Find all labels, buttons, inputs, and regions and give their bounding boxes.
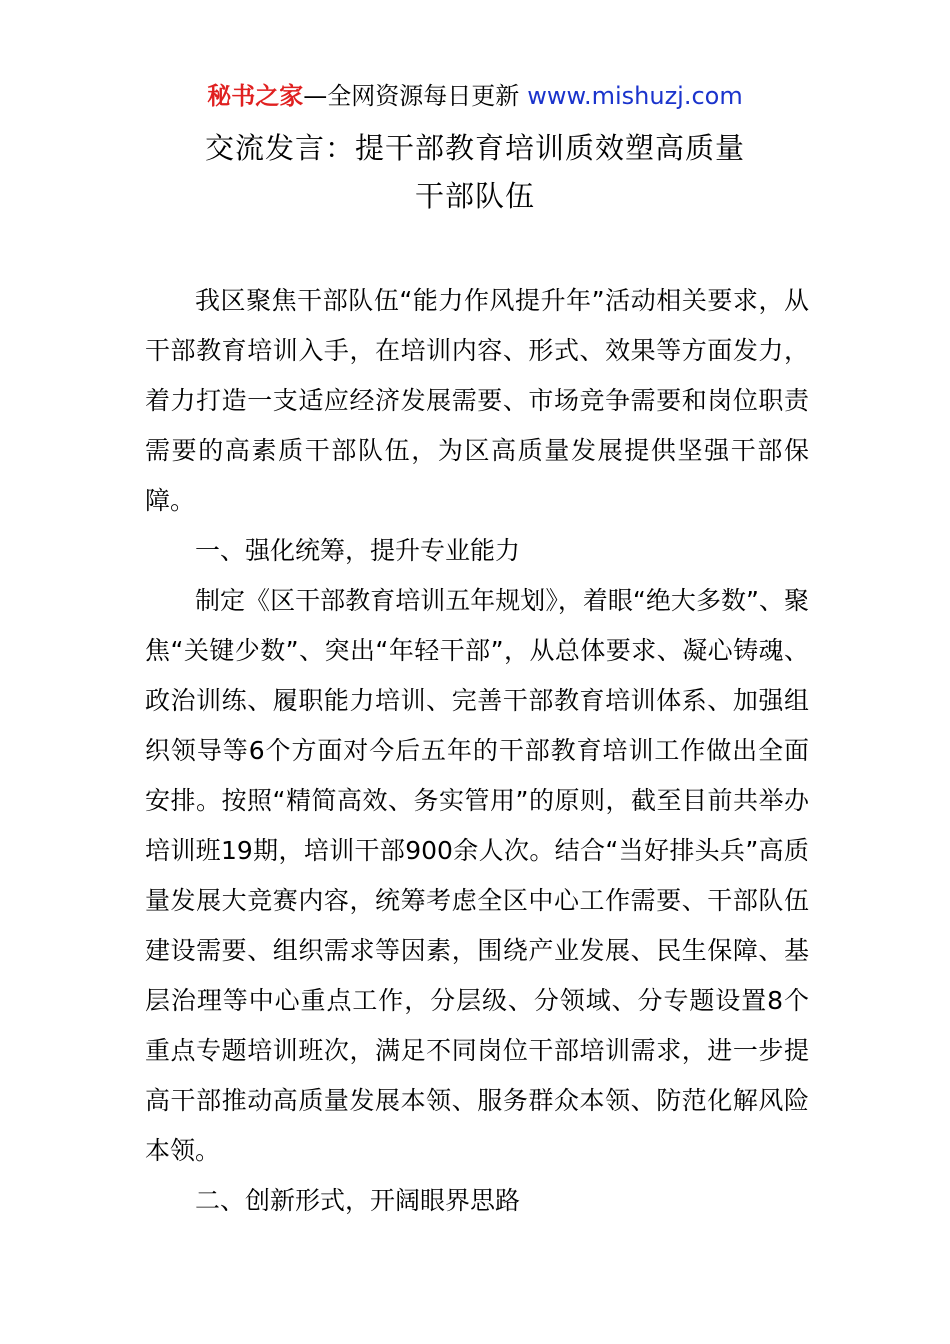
document-title-line-1: 交流发言：提干部教育培训质效塑高质量 [204,131,745,165]
site-url-link[interactable]: www.mishuzj.com [527,82,743,110]
header-slogan: —全网资源每日更新 [303,82,520,110]
document-body [145,276,809,1226]
section-heading-2: 二、创新形式，开阔眼界思路 [195,1186,521,1215]
section-heading-1: 一、强化统筹，提升专业能力 [195,536,521,565]
intro-paragraph: 我区聚焦干部队伍“能力作风提升年”活动相关要求，从干部教育培训入手，在培训内容、形式、效果等方面发力，着力打造一支适应经济发展需要、市场竞争需要和岗位职责需要的高素质干部队伍，为区高质量发展提供坚强干部保障。 [145,286,809,515]
section-1-paragraph: 制定《区干部教育培训五年规划》，着眼“绝大多数”、聚焦“关键少数”、突出“年轻干部”，从总体要求、凝心铸魂、政治训练、履职能力培训、完善干部教育培训体系、加强组织领导等6个方面对今后五年的干部教育培训工作做出全面安排。按照“精简高效、务实管用”的原则，截至目前共举办培训班19期，培训干部900余人次。结合“当好排头兵”高质量发展大竞赛内容，统筹考虑全区中心工作需要、干部队伍建设需要、组织需求等因素，围绕产业发展、民生保障、基层治理等中心重点工作，分层级、分领域、分专题设置8个重点专题培训班次，满足不同岗位干部培训需求，进一步提高干部推动高质量发展本领、服务群众本领、防范化解风险本领。 [145,586,809,1165]
document-title-line-2: 干部队伍 [414,179,535,213]
site-header [0,80,950,112]
brand-name: 秘书之家 [207,82,304,110]
